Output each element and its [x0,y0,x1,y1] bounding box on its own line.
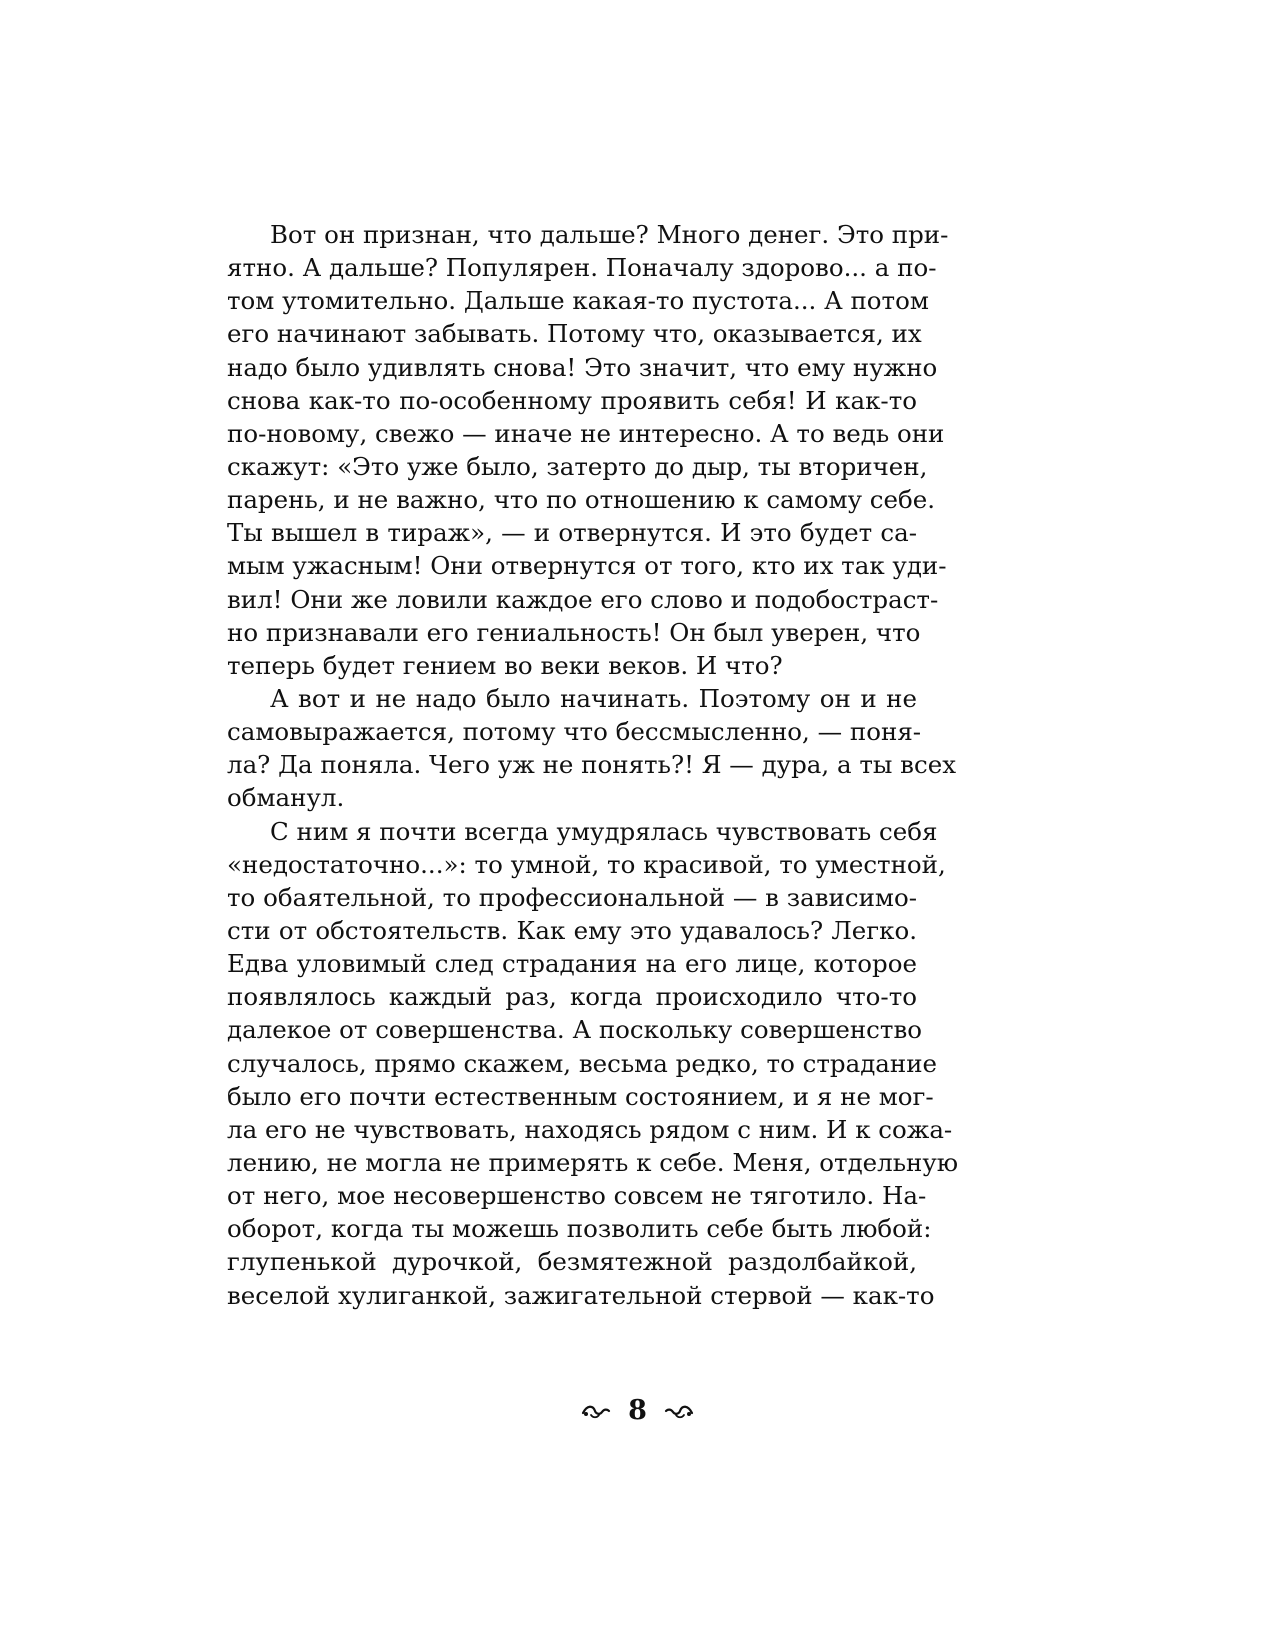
text-line: том утомительно. Дальше какая-то пустота... А потом [227,286,929,316]
text-line: по-новому, свежо — иначе не интересно. А то ведь они [227,418,945,448]
page-number: 8 [628,1394,647,1426]
text-line: самовыражается, потому что бессмысленно, — поня- [227,717,922,747]
text-line: мым ужасным! Они отвернутся от того, кто их так уди- [227,551,947,581]
text-line: далекое от совершенства. А поскольку совершенство [227,1015,922,1045]
text-line: глупенькой дурочкой, безмятежной раздолбайкой, [227,1247,917,1277]
text-line: теперь будет гением во веки веков. И что? [227,650,783,680]
right-ornament-icon [664,1403,694,1419]
text-line: сти от обстоятельств. Как ему это удавалось? Легко. [227,915,917,945]
text-line: то обаятельной, то профессиональной — в зависимо- [227,882,917,912]
text-line: Ты вышел в тираж», — и отвернутся. И это будет са- [227,518,917,548]
text-line: случалось, прямо скажем, весьма редко, то страдание [227,1048,938,1078]
text-line: появлялось каждый раз, когда происходило что-то [227,982,917,1012]
text-line: ла его не чувствовать, находясь рядом с ним. И к сожа- [227,1114,953,1144]
text-line: лению, не могла не примерять к себе. Меня, отдельную [227,1147,959,1177]
body-text [227,218,959,1312]
text-line: «недостаточно...»: то умной, то красивой, то уместной, [227,849,946,879]
text-line: С ним я почти всегда умудрялась чувствовать себя [270,816,938,846]
text-line: Едва уловимый след страдания на его лице, которое [227,949,917,979]
text-line: скажут: «Это уже было, затерто до дыр, ты вторичен, [227,451,928,481]
text-line: снова как-то по-особенному проявить себя! И как-то [227,385,917,415]
text-line: обманул. [227,783,345,813]
text-line: ла? Да поняла. Чего уж не понять?! Я — дура, а ты всех [227,750,957,780]
text-line: его начинают забывать. Потому что, оказывается, их [227,319,922,349]
text-line: веселой хулиганкой, зажигательной стервой — как-то [227,1280,935,1310]
page-footer [0,1395,1275,1426]
text-line: но признавали его гениальность! Он был уверен, что [227,617,921,647]
text-line: надо было удивлять снова! Это значит, что ему нужно [227,352,938,382]
text-line: оборот, когда ты можешь позволить себе быть любой: [227,1214,932,1244]
text-line: от него, мое несовершенство совсем не тяготило. На- [227,1181,927,1211]
text-line: было его почти естественным состоянием, и я не мог- [227,1081,934,1111]
left-ornament-icon [581,1403,611,1419]
text-line: А вот и не надо было начинать. Поэтому он и не [270,683,917,713]
text-line: Вот он признан, что дальше? Много денег. Это при- [270,220,949,249]
text-line: вил! Они же ловили каждое его слово и подобостраст- [227,584,939,614]
text-line: парень, и не важно, что по отношению к самому себе. [227,485,936,515]
text-line: ятно. А дальше? Популярен. Поначалу здорово... а по- [227,253,937,283]
